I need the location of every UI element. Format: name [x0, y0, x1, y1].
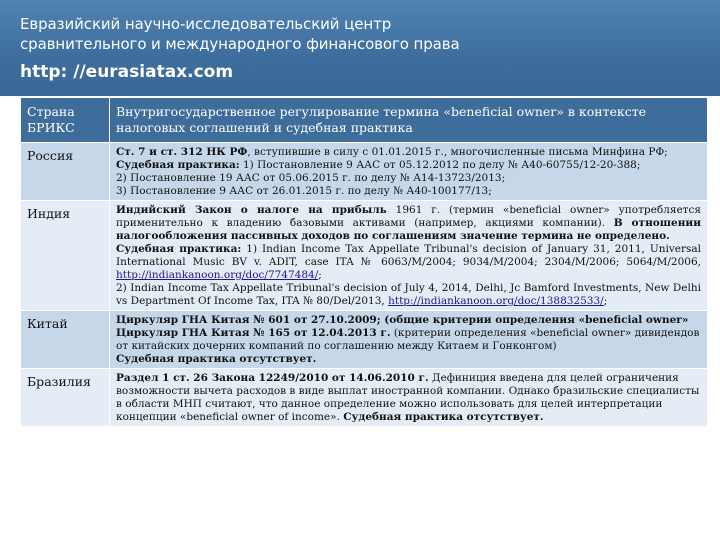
china-circular-165-text: (критерии определения «beneficial owner» дивидендов от китайских дочерних компаний по соглашению между Китаем и Гонконгом)	[116, 327, 700, 352]
country-russia: Россия	[21, 143, 110, 201]
table-header-row	[21, 98, 708, 143]
china-circular-601: Циркуляр ГНА Китая № 601 от 27.10.2009; (общие критерии определения «beneficial owner»	[116, 314, 689, 326]
india-undefined-note: В отношении налогообложения пассивных доходов по соглашениям значение термина не определено.	[116, 217, 701, 242]
table-row-brazil	[21, 369, 708, 427]
header-country: Страна БРИКС	[21, 98, 110, 143]
india-link-2[interactable]: http://indiankanoon.org/doc/138832533/	[388, 295, 604, 307]
brazil-law-text: Дефиниция введена для целей ограничения возможности вычета расходов в виде выплат иностранной компании. Однако бразильские специалисты в области МНП считают, что данное определение можно использовать для целей интерпретации концепции «beneficial owner of income».	[116, 372, 700, 423]
india-details	[110, 201, 708, 311]
brazil-law: Раздел 1 ст. 26 Закона 12249/2010 от 14.06.2010 г.	[116, 372, 429, 384]
india-link-1[interactable]: http://indiankanoon.org/doc/7747484/	[116, 269, 319, 281]
table-row-china	[21, 311, 708, 369]
russia-details	[110, 143, 708, 201]
country-brazil: Бразилия	[21, 369, 110, 427]
header-banner	[0, 0, 720, 96]
brics-table	[20, 97, 708, 427]
china-details	[110, 311, 708, 369]
russia-law: Ст. 7 и ст. 312 НК РФ	[116, 146, 248, 158]
india-sep-1: ;	[318, 269, 322, 281]
india-sep-2: ;	[603, 295, 608, 307]
website-url[interactable]: http: //eurasiatax.com	[20, 62, 234, 82]
brazil-details	[110, 369, 708, 427]
table-row-india	[21, 201, 708, 311]
india-case-2: 2) Indian Income Tax Appellate Tribunal's decision of July 4, 2014, Delhi, Jc Bamford Investments, New Delhi vs Department Of Income Tax, ITA № 80/Del/2013,	[116, 282, 701, 307]
org-name-line2: сравнительного и международного финансового права	[20, 35, 460, 53]
table-row-russia	[21, 143, 708, 201]
china-circular-165: Циркуляр ГНА Китая № 165 от 12.04.2013 г.	[116, 327, 391, 339]
header-regulation: Внутригосударственное регулирование термина «beneficial owner» в контексте налоговых соглашений и судебная практика	[110, 98, 708, 143]
country-india: Индия	[21, 201, 110, 311]
china-no-practice: Судебная практика отсутствует.	[116, 353, 317, 365]
brazil-no-practice: Судебная практика отсутствует.	[343, 411, 544, 423]
russia-case-2: 2) Постановление 19 ААС от 05.06.2015 г. по делу № А14-13723/2013;	[116, 172, 506, 184]
russia-case-1: 1) Постановление 9 ААС от 05.12.2012 по делу № А40-60755/12-20-388;	[239, 159, 641, 171]
india-case-1: 1) Indian Income Tax Appellate Tribunal's decision of January 31, 2011, Universal International Music BV v. ADIT, case ITA № 6063/M/2004; 9034/M/2004; 2304/M/2006; 5064/M/2006,	[116, 243, 701, 268]
country-china: Китай	[21, 311, 110, 369]
india-law: Индийский Закон о налоге на прибыль	[116, 204, 387, 216]
russia-law-text: , вступившие в силу с 01.01.2015 г., многочисленные письма Минфина РФ;	[247, 146, 668, 158]
russia-practice-label: Судебная практика:	[116, 159, 240, 171]
org-name-line1: Евразийский научно-исследовательский центр	[20, 15, 392, 33]
india-law-text: 1961 г. (термин «beneficial owner» употребляется применительно к владению базовыми активами (например, акциями компании).	[116, 204, 701, 229]
india-practice-label: Судебная практика:	[116, 243, 242, 255]
russia-case-3: 3) Постановление 9 ААС от 26.01.2015 г. по делу № А40-100177/13;	[116, 185, 492, 197]
